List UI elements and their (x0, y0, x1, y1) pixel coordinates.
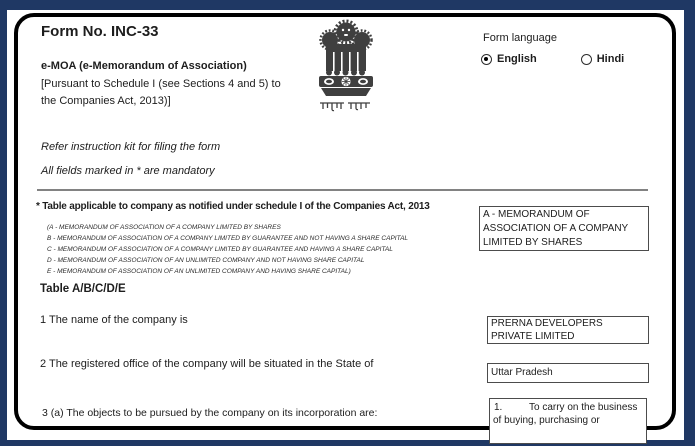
table-applicable-field[interactable]: A - MEMORANDUM OF ASSOCIATION OF A COMPANY LIMITED BY SHARES (479, 206, 649, 251)
moa-type-b: B - MEMORANDUM OF ASSOCIATION OF A COMPANY LIMITED BY GUARANTEE AND NOT HAVING A SHARE CAPITAL (47, 235, 409, 242)
table-abcde-label: Table A/B/C/D/E (40, 283, 126, 295)
moa-type-e: E - MEMORANDUM OF ASSOCIATION OF AN UNLIMITED COMPANY AND HAVING SHARE CAPITAL) (47, 268, 351, 275)
company-name-field[interactable]: PRERNA DEVELOPERS PRIVATE LIMITED (487, 316, 649, 344)
form-name: e-MOA (e-Memorandum of Association) (41, 60, 247, 72)
moa-type-d: D - MEMORANDUM OF ASSOCIATION OF AN UNLIMITED COMPANY AND NOT HAVING SHARE CAPITAL (47, 257, 365, 264)
instruction-mandatory: All fields marked in * are mandatory (41, 165, 215, 177)
radio-button-english-icon[interactable] (481, 54, 492, 65)
state-field[interactable]: Uttar Pradesh (487, 363, 649, 383)
instruction-refer-kit: Refer instruction kit for filing the form (41, 141, 221, 153)
emblem-of-india-icon (313, 19, 379, 124)
radio-option-hindi[interactable] (581, 53, 625, 65)
registered-office-label: 2 The registered office of the company will be situated in the State of (40, 358, 374, 370)
form-language-label: Form language (483, 32, 557, 44)
objects-item-text: To carry on the business of buying, purchasing or (493, 402, 638, 426)
objects-field[interactable] (489, 398, 647, 444)
emblem-motto (320, 103, 370, 111)
company-name-label: 1 The name of the company is (40, 314, 188, 326)
moa-type-a: (A - MEMORANDUM OF ASSOCIATION OF A COMPANY LIMITED BY SHARES (47, 224, 281, 231)
form-title: Form No. INC-33 (41, 23, 159, 40)
section-divider (37, 189, 648, 191)
objects-label: 3 (a) The objects to be pursued by the company on its incorporation are: (42, 407, 378, 419)
pursuant-line-2: the Companies Act, 2013)] (41, 95, 171, 107)
moa-type-c: C - MEMORANDUM OF ASSOCIATION OF A COMPANY LIMITED BY GUARANTEE AND HAVING A SHARE CAPITAL (47, 246, 393, 253)
table-applicable-heading: * Table applicable to company as notified under schedule I of the Companies Act, 2013 (36, 201, 430, 212)
radio-english-label: English (497, 53, 537, 65)
radio-hindi-label: Hindi (596, 53, 625, 65)
radio-button-hindi-icon[interactable] (581, 54, 592, 65)
pursuant-line-1: [Pursuant to Schedule I (see Sections 4 and 5) to (41, 78, 281, 90)
moa-type-list (47, 222, 408, 277)
objects-item-number: 1. (494, 402, 503, 413)
form-language-options (481, 53, 624, 65)
radio-option-english[interactable] (481, 53, 537, 65)
